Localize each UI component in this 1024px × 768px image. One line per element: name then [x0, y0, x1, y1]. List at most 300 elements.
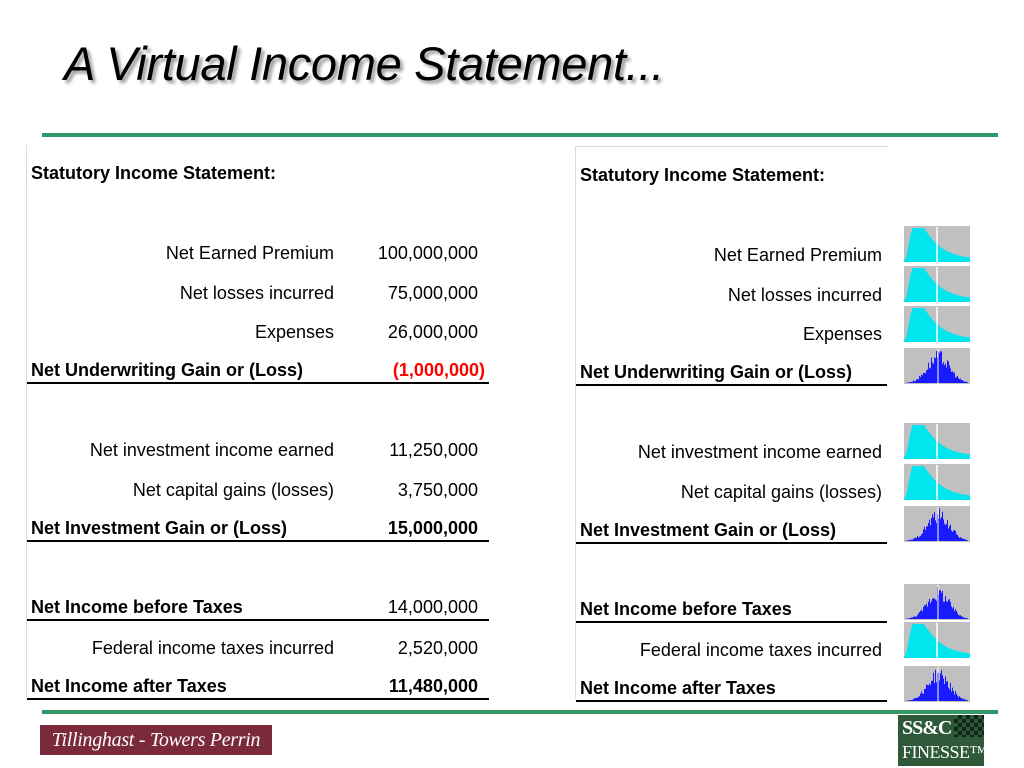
histogram-bar — [923, 694, 924, 701]
histogram-bar — [921, 375, 922, 384]
histogram-bar — [922, 375, 923, 383]
histogram-bar — [928, 523, 929, 541]
right-row-investment-income — [576, 439, 887, 464]
histogram-bar — [967, 700, 968, 701]
histogram-bar — [954, 373, 955, 383]
right-row-investment-total — [576, 517, 887, 544]
left-row-income-before-taxes — [27, 594, 489, 621]
histogram-bar — [939, 508, 940, 541]
histogram-bar — [928, 685, 929, 701]
histogram-bar — [958, 697, 959, 701]
row-label: Net Investment Gain or (Loss) — [31, 518, 288, 538]
histogram-bar — [912, 700, 913, 701]
histogram-bar — [916, 538, 917, 541]
histogram-bar — [949, 365, 950, 383]
histogram-bar — [931, 358, 932, 383]
histogram-bar — [947, 681, 948, 701]
histogram-bar — [910, 700, 911, 701]
histogram-bar — [944, 365, 945, 383]
histogram-bar — [961, 380, 962, 383]
right-row-expenses — [576, 321, 887, 346]
right-row-net-losses — [576, 282, 887, 307]
histogram-bar — [906, 541, 907, 542]
histogram-bar — [949, 689, 950, 701]
histogram-bar — [914, 698, 915, 701]
histogram-bar — [964, 539, 965, 541]
logo-line-1: SS&C — [902, 717, 952, 739]
histogram-bar — [949, 599, 950, 619]
distribution-thumbnail — [904, 622, 970, 658]
row-value: 11,250,000 — [389, 440, 478, 460]
histogram-bar — [963, 618, 964, 620]
histogram-bar — [913, 381, 914, 383]
histogram-bar — [916, 617, 917, 620]
histogram-bar — [918, 537, 919, 541]
row-label: Net Earned Premium — [165, 243, 334, 263]
histogram-bar — [922, 612, 923, 620]
histogram-bar — [959, 538, 960, 541]
histogram-bar — [940, 519, 941, 541]
histogram-bar — [942, 364, 943, 383]
histogram-bar — [925, 373, 926, 383]
histogram-bar — [960, 537, 961, 541]
histogram-bar — [942, 675, 943, 701]
row-label: Federal income taxes incurred — [639, 640, 882, 660]
histogram-bar — [934, 683, 935, 701]
histogram-bar — [965, 540, 966, 541]
histogram-bar — [945, 676, 946, 701]
histogram-bar — [933, 673, 934, 701]
histogram-bar — [966, 700, 967, 701]
row-value: 11,480,000 — [388, 676, 478, 696]
histogram-bar — [932, 681, 933, 701]
histogram-bar — [936, 351, 937, 383]
histogram-bar — [950, 369, 951, 384]
histogram-bar — [925, 689, 926, 701]
histogram-bar — [912, 540, 913, 541]
histogram-bar — [940, 351, 941, 383]
right-statement-panel — [575, 146, 888, 699]
histogram-bar — [964, 700, 965, 702]
histogram-bar — [917, 379, 918, 383]
histogram-bar — [933, 517, 934, 541]
histogram-bar — [961, 616, 962, 619]
left-row-net-losses — [27, 280, 489, 305]
histogram-bar — [941, 351, 942, 383]
distribution-thumbnail — [904, 423, 970, 459]
histogram-bar — [928, 602, 929, 619]
histogram-bar — [933, 364, 934, 383]
histogram-bar — [961, 698, 962, 701]
histogram-bar — [947, 520, 948, 541]
histogram-bar — [934, 357, 935, 383]
histogram-bar — [909, 382, 910, 383]
histogram-bar — [925, 530, 926, 541]
histogram-bar — [948, 688, 949, 702]
row-value: 15,000,000 — [387, 518, 478, 538]
histogram-bar — [928, 363, 929, 383]
histogram-bar — [930, 525, 931, 541]
row-label: Net Earned Premium — [713, 245, 882, 265]
histogram-bar — [935, 358, 936, 383]
histogram-bar — [926, 370, 927, 383]
left-row-income-after-taxes — [27, 673, 489, 700]
histogram-bar — [926, 604, 927, 619]
histogram-bar — [964, 382, 965, 383]
histogram-bar — [946, 601, 947, 619]
histogram-chart — [904, 348, 970, 384]
histogram-bar — [936, 601, 937, 619]
histogram-bar — [959, 696, 960, 701]
histogram-bar — [936, 682, 937, 701]
left-statement-panel — [26, 145, 497, 698]
bottom-divider — [42, 710, 998, 714]
histogram-bar — [939, 353, 940, 383]
histogram-bar — [913, 699, 914, 701]
histogram-bar — [924, 689, 925, 701]
histogram-bar — [946, 682, 947, 701]
histogram-bar — [915, 698, 916, 701]
histogram-bar — [924, 527, 925, 541]
histogram-bar — [911, 382, 912, 383]
histogram-bar — [930, 685, 931, 701]
histogram-bar — [943, 519, 944, 541]
row-label: Net Income before Taxes — [580, 599, 792, 619]
histogram-bar — [965, 700, 966, 702]
row-label: Net losses incurred — [179, 283, 334, 303]
histogram-bar — [935, 670, 936, 701]
histogram-bar — [967, 382, 968, 383]
row-label: Net Underwriting Gain or (Loss) — [31, 360, 304, 380]
histogram-chart — [904, 506, 970, 542]
histogram-bar — [919, 696, 920, 701]
right-row-capital-gains — [576, 479, 887, 504]
left-row-expenses — [27, 319, 489, 344]
histogram-bar — [936, 523, 937, 541]
histogram-bar — [917, 697, 918, 701]
histogram-bar — [932, 514, 933, 541]
row-label: Net Income after Taxes — [31, 676, 227, 696]
histogram-bar — [917, 615, 918, 619]
histogram-bar — [965, 618, 966, 619]
histogram-bar — [925, 605, 926, 619]
row-value: 26,000,000 — [387, 322, 478, 342]
histogram-bar — [923, 607, 924, 619]
histogram-bar — [942, 591, 943, 619]
histogram-bar — [921, 691, 922, 701]
histogram-bar — [945, 364, 946, 383]
histogram-bar — [948, 362, 949, 384]
histogram-bar — [960, 615, 961, 619]
row-value: 75,000,000 — [387, 283, 478, 303]
histogram-bar — [946, 368, 947, 383]
histogram-bar — [931, 681, 932, 701]
histogram-bar — [951, 691, 952, 701]
histogram-bar — [957, 613, 958, 619]
histogram-bar — [959, 379, 960, 383]
row-label: Net capital gains (losses) — [132, 480, 334, 500]
histogram-bar — [920, 536, 921, 541]
histogram-bar — [924, 373, 925, 383]
row-label: Net Income after Taxes — [580, 678, 776, 698]
histogram-bar — [965, 382, 966, 383]
distribution-thumbnail — [904, 584, 970, 620]
histogram-bar — [947, 602, 948, 619]
histogram-bar — [950, 525, 951, 541]
histogram-chart — [904, 666, 970, 702]
histogram-bar — [923, 373, 924, 383]
histogram-bar — [953, 531, 954, 541]
ssc-finesse-logo — [898, 715, 987, 766]
left-row-net-earned-premium — [27, 240, 489, 265]
row-label: Net investment income earned — [89, 440, 334, 460]
slide-title: A Virtual Income Statement... — [64, 37, 664, 90]
histogram-bar — [926, 685, 927, 702]
histogram-bar — [922, 533, 923, 541]
logo-line-2: FINESSE™ — [902, 742, 987, 762]
histogram-bar — [950, 683, 951, 701]
top-divider — [42, 133, 998, 137]
histogram-bar — [952, 371, 953, 383]
histogram-bar — [941, 593, 942, 619]
histogram-bar — [957, 376, 958, 383]
density-curve-chart — [904, 226, 970, 262]
histogram-bar — [955, 609, 956, 619]
histogram-bar — [940, 590, 941, 619]
row-value: 100,000,000 — [377, 243, 478, 263]
histogram-bar — [967, 540, 968, 541]
histogram-bar — [944, 602, 945, 619]
histogram-bar — [911, 618, 912, 620]
histogram-bar — [927, 607, 928, 619]
histogram-bar — [919, 612, 920, 619]
row-label: Net Income before Taxes — [31, 597, 243, 617]
right-row-net-earned-premium — [576, 242, 887, 267]
histogram-chart — [904, 584, 970, 620]
row-label: Net investment income earned — [637, 442, 882, 462]
histogram-bar — [919, 537, 920, 541]
histogram-bar — [959, 615, 960, 619]
histogram-bar — [911, 540, 912, 541]
histogram-bar — [915, 538, 916, 541]
histogram-bar — [914, 381, 915, 383]
histogram-bar — [962, 617, 963, 619]
row-label: Federal income taxes incurred — [91, 638, 334, 658]
histogram-bar — [939, 680, 940, 701]
distribution-thumbnail — [904, 666, 970, 702]
histogram-bar — [908, 540, 909, 541]
row-value: 3,750,000 — [397, 480, 478, 500]
checker-pattern — [954, 715, 984, 737]
histogram-bar — [910, 540, 911, 541]
histogram-bar — [966, 540, 967, 541]
histogram-bar — [914, 538, 915, 541]
row-label: Net Underwriting Gain or (Loss) — [580, 362, 853, 382]
histogram-bar — [920, 377, 921, 383]
histogram-bar — [966, 382, 967, 383]
histogram-bar — [966, 618, 967, 619]
histogram-bar — [929, 599, 930, 619]
histogram-bar — [945, 525, 946, 541]
histogram-bar — [943, 602, 944, 619]
histogram-bar — [962, 538, 963, 541]
histogram-bar — [954, 611, 955, 619]
histogram-bar — [921, 610, 922, 619]
histogram-bar — [955, 378, 956, 384]
histogram-bar — [945, 596, 946, 619]
histogram-bar — [962, 380, 963, 383]
histogram-bar — [954, 530, 955, 541]
row-value: 14,000,000 — [387, 597, 478, 617]
left-row-investment-total — [27, 515, 489, 542]
histogram-bar — [942, 512, 943, 541]
histogram-bar — [915, 617, 916, 619]
histogram-bar — [923, 529, 924, 541]
histogram-bar — [944, 684, 945, 701]
histogram-bar — [912, 382, 913, 383]
histogram-bar — [930, 368, 931, 383]
histogram-bar — [913, 539, 914, 541]
histogram-bar — [934, 512, 935, 541]
histogram-bar — [946, 524, 947, 541]
histogram-bar — [917, 536, 918, 541]
histogram-bar — [963, 699, 964, 701]
histogram-bar — [931, 601, 932, 619]
histogram-bar — [958, 537, 959, 541]
density-curve-chart — [904, 464, 970, 500]
row-value: 2,520,000 — [397, 638, 478, 658]
histogram-bar — [943, 679, 944, 701]
histogram-bar — [940, 674, 941, 702]
histogram-bar — [918, 697, 919, 701]
density-curve-chart — [904, 306, 970, 342]
distribution-thumbnail — [904, 266, 970, 302]
histogram-bar — [955, 691, 956, 701]
histogram-bar — [963, 539, 964, 541]
histogram-bar — [909, 700, 910, 701]
right-row-income-before-taxes — [576, 596, 887, 623]
histogram-bar — [948, 600, 949, 619]
histogram-bar — [960, 698, 961, 702]
right-row-federal-taxes — [576, 637, 887, 662]
row-label: Net losses incurred — [727, 285, 882, 305]
histogram-bar — [943, 362, 944, 383]
histogram-bar — [958, 378, 959, 383]
distribution-thumbnail — [904, 226, 970, 262]
histogram-bar — [920, 694, 921, 701]
row-label: Expenses — [254, 322, 334, 342]
left-row-investment-income — [27, 437, 489, 462]
row-value-negative: (1,000,000) — [392, 360, 485, 380]
histogram-bar — [929, 520, 930, 541]
left-heading: Statutory Income Statement: — [31, 163, 277, 183]
histogram-bar — [951, 372, 952, 383]
histogram-bar — [967, 618, 968, 619]
histogram-bar — [935, 520, 936, 541]
histogram-bar — [919, 376, 920, 383]
histogram-bar — [918, 379, 919, 383]
histogram-bar — [934, 599, 935, 620]
histogram-bar — [922, 694, 923, 701]
distribution-thumbnail — [904, 464, 970, 500]
left-row-federal-taxes — [27, 635, 489, 660]
row-label: Net Investment Gain or (Loss) — [580, 520, 837, 540]
histogram-bar — [927, 370, 928, 384]
density-curve-chart — [904, 423, 970, 459]
histogram-bar — [955, 531, 956, 541]
histogram-bar — [952, 532, 953, 541]
histogram-bar — [949, 526, 950, 541]
histogram-bar — [947, 361, 948, 384]
histogram-bar — [951, 606, 952, 619]
histogram-bar — [953, 373, 954, 384]
histogram-bar — [926, 527, 927, 542]
left-row-underwriting-total — [27, 357, 489, 384]
histogram-bar — [958, 615, 959, 619]
distribution-thumbnail — [904, 506, 970, 542]
distribution-thumbnail — [904, 306, 970, 342]
histogram-bar — [956, 611, 957, 619]
histogram-bar — [921, 534, 922, 541]
histogram-bar — [910, 382, 911, 383]
histogram-bar — [914, 616, 915, 619]
histogram-bar — [912, 617, 913, 619]
histogram-bar — [939, 590, 940, 619]
density-curve-chart — [904, 622, 970, 658]
histogram-bar — [918, 614, 919, 620]
histogram-bar — [929, 369, 930, 383]
histogram-bar — [908, 382, 909, 383]
histogram-bar — [953, 691, 954, 701]
histogram-bar — [956, 377, 957, 383]
histogram-bar — [956, 694, 957, 701]
histogram-bar — [909, 540, 910, 541]
histogram-bar — [927, 526, 928, 541]
histogram-bar — [916, 698, 917, 701]
histogram-bar — [924, 605, 925, 619]
histogram-bar — [931, 518, 932, 541]
row-label: Net capital gains (losses) — [680, 482, 882, 502]
histogram-bar — [913, 617, 914, 619]
histogram-bar — [927, 685, 928, 701]
histogram-bar — [950, 602, 951, 619]
histogram-bar — [960, 379, 961, 383]
histogram-bar — [915, 381, 916, 383]
left-row-capital-gains — [27, 477, 489, 502]
right-row-underwriting-total — [576, 359, 887, 386]
histogram-bar — [948, 529, 949, 542]
histogram-bar — [916, 379, 917, 383]
histogram-bar — [920, 611, 921, 619]
tillinghast-logo: Tillinghast - Towers Perrin — [40, 725, 272, 755]
histogram-bar — [941, 517, 942, 541]
histogram-bar — [952, 608, 953, 619]
histogram-bar — [951, 531, 952, 541]
histogram-bar — [962, 699, 963, 701]
histogram-bar — [908, 619, 909, 620]
histogram-bar — [907, 382, 908, 383]
histogram-bar — [957, 535, 958, 541]
histogram-bar — [935, 600, 936, 620]
histogram-bar — [908, 700, 909, 701]
histogram-bar — [930, 603, 931, 619]
histogram-bar — [933, 598, 934, 619]
row-label: Expenses — [802, 324, 882, 344]
histogram-bar — [944, 524, 945, 541]
histogram-bar — [929, 683, 930, 701]
histogram-bar — [961, 538, 962, 541]
histogram-bar — [957, 696, 958, 701]
